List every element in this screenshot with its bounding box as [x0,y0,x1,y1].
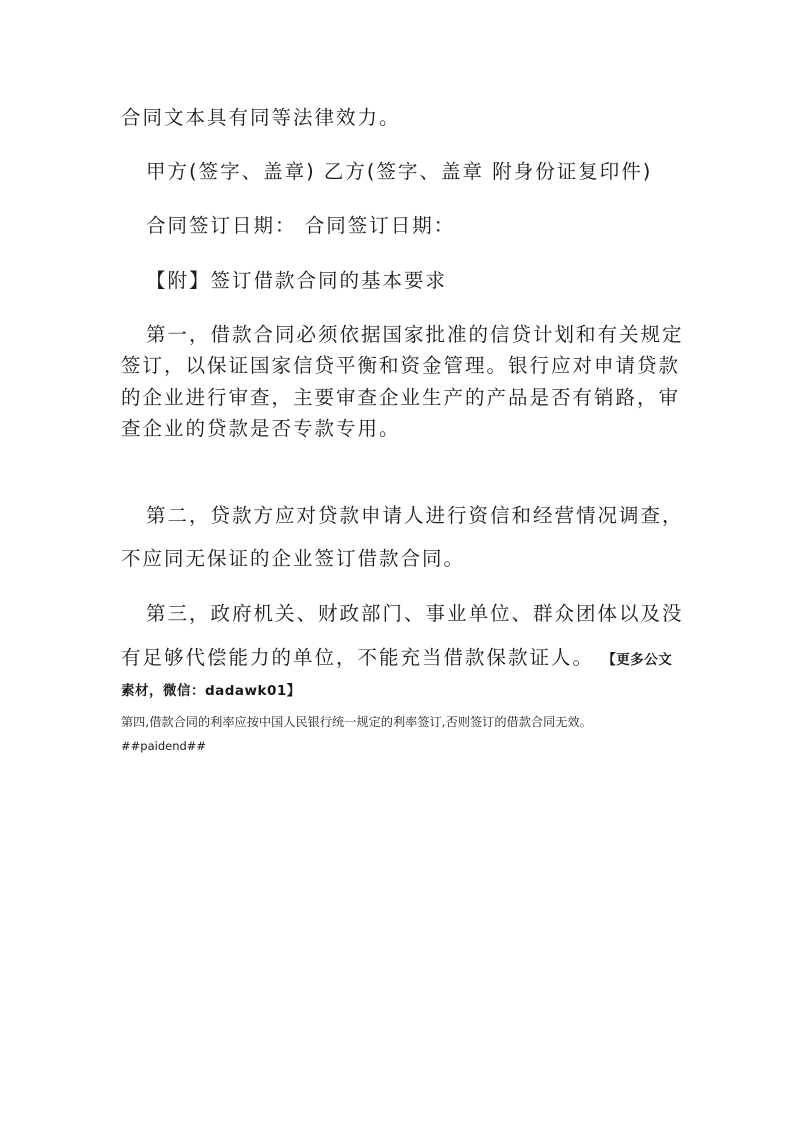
item-two-line-1: 第二，贷款方应对贷款申请人进行资信和经营情况调查， [146,504,684,527]
item-one-line-2: 签订，以保证国家信贷平衡和资金管理。银行应对申请贷款 [121,354,681,377]
item-three-line-2 [121,646,681,672]
item-four-line: 第四,借款合同的利率应按中国人民银行统一规定的利率签订,否则签订的借款合同无效。 [121,715,592,729]
item-three-text: 有足够代偿能力的单位，不能充当借款保款证人。 [121,646,595,669]
end-marker: ##paidend## [121,739,207,753]
paragraph-closing-clause: 合同文本具有同等法律效力。 [121,106,401,129]
signing-date-line: 合同签订日期： 合同签订日期： [146,214,456,237]
item-two-line-2: 不应同无保证的企业签订借款合同。 [121,547,466,570]
appendix-heading: 【附】签订借款合同的基本要求 [146,269,448,292]
item-one-line-4: 查企业的贷款是否专款专用。 [121,417,401,440]
signature-line: 甲方(签字、盖章) 乙方(签字、盖章 附身份证复印件) [146,160,653,183]
item-one-line-3: 的企业进行审查，主要审查企业生产的产品是否有销路，审 [121,386,681,409]
item-one-line-1: 第一，借款合同必须依据国家批准的信贷计划和有关规定 [146,323,684,346]
promo-text-1: 【更多公文 [602,652,673,668]
item-three-line-1: 第三，政府机关、财政部门、事业单位、群众团体以及没 [146,602,684,625]
promo-text-2: 素材，微信：dadawk01】 [121,683,301,699]
